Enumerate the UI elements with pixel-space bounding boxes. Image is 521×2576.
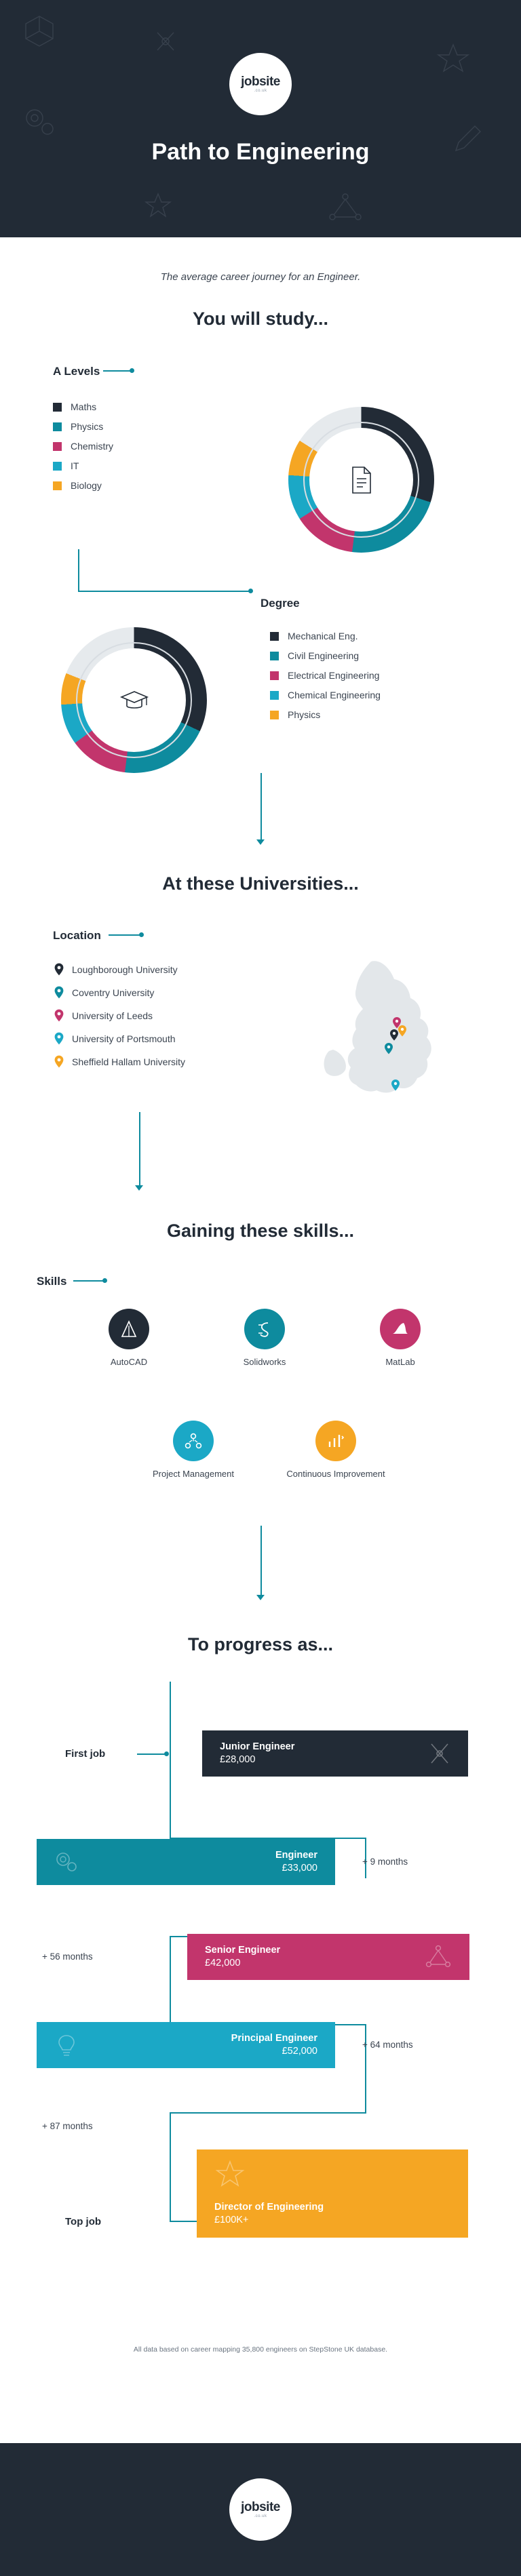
list-item-label: University of Leeds (72, 1010, 153, 1021)
legend-label: IT (71, 460, 79, 471)
skill-label: AutoCAD (110, 1357, 148, 1367)
legend-item (270, 631, 381, 641)
legend-swatch (53, 462, 62, 471)
connector-dot-location (139, 932, 144, 937)
list-item (54, 1032, 185, 1045)
star-outline-icon (141, 189, 175, 222)
path-seg-2 (170, 1729, 171, 1838)
lightbulb-icon (53, 2032, 80, 2060)
continuous-improvement-icon (326, 1431, 346, 1451)
job-salary: £42,000 (205, 1958, 241, 1968)
logo-wordmark: jobsite (241, 2500, 280, 2514)
legend-swatch (270, 632, 279, 641)
solidworks-icon (254, 1319, 275, 1339)
job-title: Director of Engineering (214, 2202, 324, 2213)
job-title: Junior Engineer (220, 1741, 295, 1753)
footer (0, 2443, 521, 2576)
logo-wordmark: jobsite (241, 75, 280, 89)
compass-icon (151, 27, 180, 57)
job-months-engineer: + 9 months (362, 1857, 408, 1867)
skills-row-2 (122, 1421, 407, 1480)
skills-row-1 (61, 1309, 468, 1368)
job-months-principal-engineer: + 64 months (362, 2040, 413, 2050)
list-item-label: Coventry University (72, 987, 155, 998)
gears-icon (52, 1847, 81, 1877)
alevels-legend (53, 401, 113, 500)
legend-item (270, 709, 381, 720)
legend-swatch (53, 481, 62, 490)
connector-alevels (103, 370, 132, 372)
connector-dot-degree (248, 589, 253, 593)
page-title: Path to Engineering (151, 139, 370, 165)
connector-to-progress (260, 1526, 262, 1597)
legend-label: Chemistry (71, 441, 114, 452)
job-salary: £33,000 (282, 1863, 317, 1874)
connector-first-job (137, 1753, 166, 1755)
uk-map (309, 949, 478, 1153)
map-ireland (324, 1050, 346, 1076)
job-title: Principal Engineer (231, 2033, 317, 2044)
connector-dot-alevels (130, 368, 134, 373)
legend-label: Chemical Engineering (288, 690, 381, 700)
autocad-icon (119, 1319, 139, 1339)
legend-label: Maths (71, 401, 97, 412)
job-text (231, 2032, 317, 2058)
skill-label: Solidworks (243, 1357, 286, 1367)
skill-continuous-improvement (282, 1421, 390, 1480)
list-item-label: Sheffield Hallam University (72, 1056, 186, 1067)
skill-matlab (349, 1309, 451, 1368)
legend-label: Mechanical Eng. (288, 631, 358, 641)
skill-label: MatLab (385, 1357, 415, 1367)
job-salary: £52,000 (282, 2046, 317, 2057)
connector-location (109, 934, 141, 936)
intro-text: The average career journey for an Engineer. (160, 271, 361, 283)
skill-icon-circle (315, 1421, 356, 1461)
legend-label: Civil Engineering (288, 650, 360, 661)
legend-swatch (270, 671, 279, 680)
connector-to-degree-h (78, 591, 251, 592)
skill-icon-circle (244, 1309, 285, 1349)
connector-dot-skills (102, 1278, 107, 1283)
path-seg-8 (365, 2024, 366, 2112)
list-item (54, 1055, 185, 1068)
map-pin-icon (54, 1009, 64, 1022)
connector-arrow-skills (135, 1185, 143, 1191)
connector-to-universities (260, 773, 262, 841)
skill-label: Project Management (153, 1469, 234, 1479)
map-pin-icon (54, 963, 64, 976)
job-salary: £28,000 (220, 1754, 256, 1765)
source-note: All data based on career mapping 35,800 engineers on StepStone UK database. (133, 2345, 388, 2354)
university-list (54, 963, 185, 1078)
map-pin-icon (54, 1055, 64, 1068)
degree-label: Degree (260, 597, 300, 610)
connector-skills (73, 1280, 104, 1282)
connector-arrow-universities (256, 839, 265, 845)
skill-autocad (78, 1309, 180, 1368)
legend-label: Biology (71, 480, 102, 491)
star-icon (434, 39, 472, 77)
legend-label: Electrical Engineering (288, 670, 380, 681)
job-bar-director-of-engineering (197, 2149, 468, 2238)
job-months-director: + 87 months (42, 2121, 93, 2131)
legend-item (53, 401, 113, 412)
job-text (220, 1741, 294, 1766)
connector-dot-first-job (164, 1751, 169, 1756)
path-seg-10 (170, 2112, 171, 2221)
job-bar-junior-engineer (202, 1730, 468, 1777)
list-item (54, 1009, 185, 1022)
path-seg-6 (170, 1936, 171, 2024)
connector-to-degree-v (78, 549, 79, 591)
header-logo (229, 53, 292, 115)
job-bar-engineer (37, 1839, 335, 1885)
connector-to-skills (139, 1112, 140, 1187)
cube-icon (20, 12, 58, 50)
degree-donut-chart (61, 627, 207, 773)
degree-legend (270, 631, 381, 729)
project-management-icon (183, 1431, 204, 1451)
map-pin-icon (54, 986, 64, 999)
job-text (205, 1944, 280, 1970)
map-pin-icon (54, 1032, 64, 1045)
section-heading-study: You will study... (192, 309, 328, 329)
legend-item (53, 460, 113, 471)
legend-item (270, 690, 381, 700)
legend-item (53, 421, 113, 432)
alevels-donut-inner-ring (303, 422, 419, 538)
skill-project-management (139, 1421, 248, 1480)
list-item (54, 963, 185, 976)
job-text (214, 2201, 324, 2227)
scissors-icon (426, 1740, 453, 1767)
connector-arrow-progress (256, 1595, 265, 1600)
skill-icon-circle (173, 1421, 214, 1461)
legend-item (270, 670, 381, 681)
logo-domain: .co.uk (254, 89, 267, 93)
job-title: Engineer (275, 1850, 317, 1861)
location-label: Location (53, 929, 101, 942)
footer-logo (229, 2478, 292, 2541)
legend-swatch (53, 422, 62, 431)
job-months-senior-engineer: + 56 months (42, 1951, 93, 1962)
legend-swatch (270, 691, 279, 700)
matlab-icon (390, 1319, 410, 1339)
header (0, 0, 521, 237)
section-heading-progress: To progress as... (187, 1634, 334, 1654)
map-mainland (348, 961, 431, 1092)
gears-icon (19, 102, 60, 142)
legend-label: Physics (71, 421, 104, 432)
alevels-donut-chart (288, 407, 434, 553)
legend-swatch (270, 711, 279, 719)
job-title: Senior Engineer (205, 1945, 281, 1956)
first-job-label: First job (65, 1748, 106, 1760)
alevels-label: A Levels (53, 365, 100, 378)
legend-item (270, 650, 381, 661)
skill-icon-circle (380, 1309, 421, 1349)
path-seg-1 (170, 1682, 171, 1729)
job-bar-principal-engineer (37, 2022, 335, 2068)
list-item-label: Loughborough University (72, 964, 178, 975)
path-seg-9 (170, 2112, 366, 2114)
job-text (275, 1849, 317, 1875)
section-heading-skills: Gaining these skills... (166, 1221, 355, 1241)
legend-item (53, 441, 113, 452)
molecule-icon (423, 1943, 453, 1970)
skills-label: Skills (37, 1275, 67, 1288)
skill-solidworks (214, 1309, 315, 1368)
job-salary: £100K+ (214, 2215, 249, 2226)
legend-item (53, 480, 113, 491)
star-icon (214, 2158, 246, 2189)
job-bar-senior-engineer (187, 1934, 469, 1980)
top-job-label: Top job (65, 2216, 102, 2227)
legend-swatch (270, 652, 279, 660)
list-item-label: University of Portsmouth (72, 1033, 176, 1044)
legend-swatch (53, 403, 62, 412)
skill-icon-circle (109, 1309, 149, 1349)
list-item (54, 986, 185, 999)
section-heading-universities: At these Universities... (162, 873, 359, 894)
legend-label: Physics (288, 709, 321, 720)
molecule-icon (326, 191, 365, 222)
legend-swatch (53, 442, 62, 451)
logo-domain: .co.uk (254, 2514, 267, 2518)
skill-label: Continuous Improvement (286, 1469, 385, 1479)
degree-donut-inner-ring (76, 642, 192, 758)
